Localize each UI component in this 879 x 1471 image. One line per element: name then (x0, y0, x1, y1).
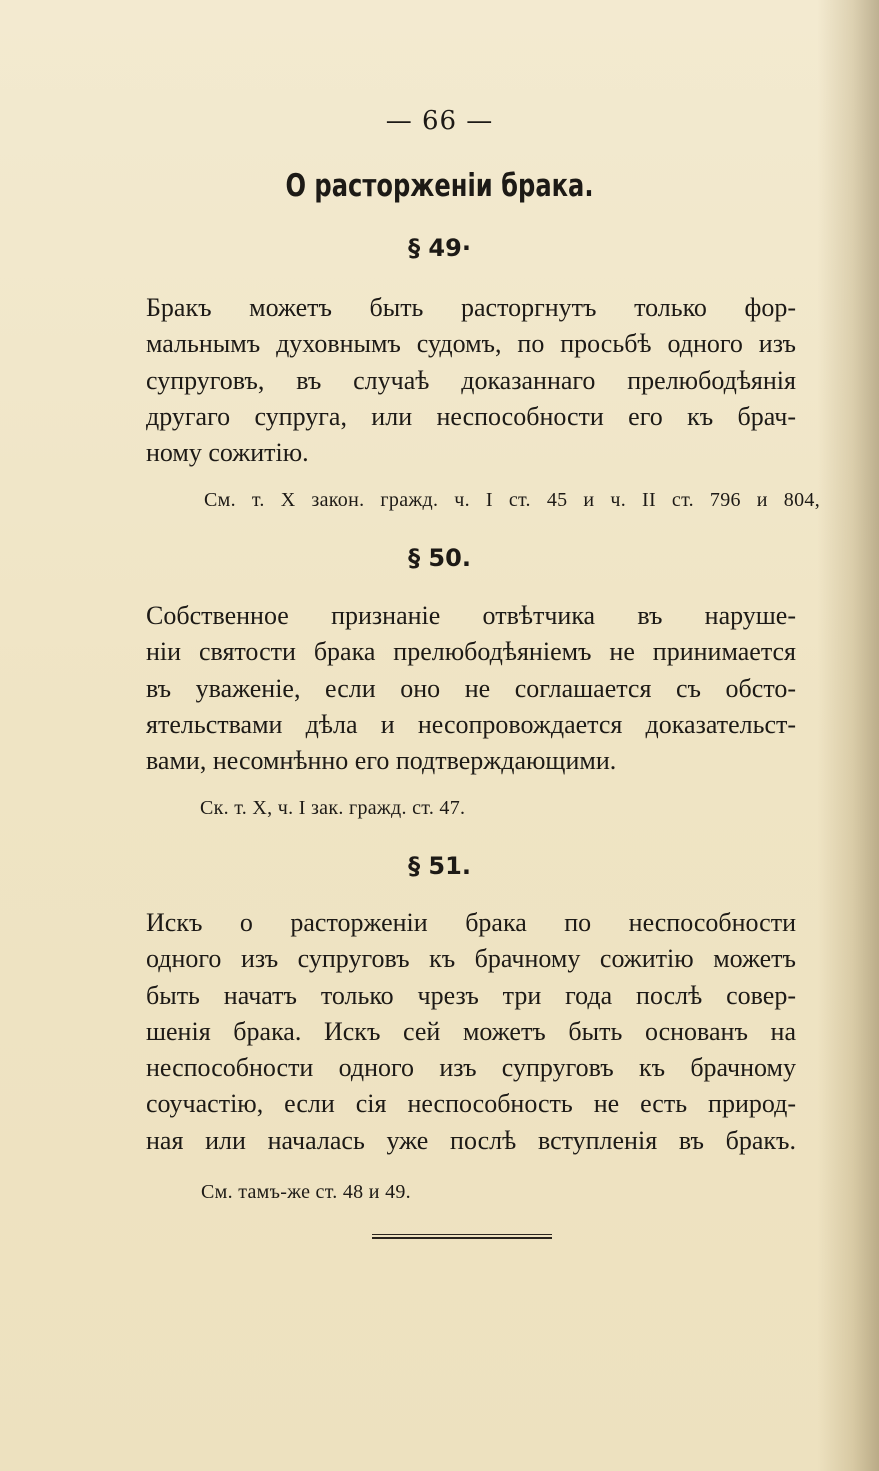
text-line: ная или началась уже послѣ вступленія въ бракъ. (146, 1125, 796, 1155)
section-heading-51: § 51. (408, 852, 471, 880)
section-heading-49: § 49· (408, 234, 471, 262)
text-line: мальнымъ духовнымъ судомъ, по просьбѣ одного изъ (146, 329, 796, 359)
section-51-paragraph (146, 905, 796, 1159)
text-line: неспособности одного изъ супруговъ къ брачному (146, 1053, 796, 1083)
text-line: Бракъ можетъ быть расторгнутъ только фор- (146, 293, 796, 322)
section-heading-50: § 50. (408, 544, 471, 572)
text-line: въ уваженіе, если оно не соглашается съ обсто- (146, 673, 796, 703)
text-line: шенія брака. Искъ сей можетъ быть основанъ на (146, 1016, 796, 1046)
text-line: одного изъ супруговъ къ брачному сожитію можетъ (146, 944, 796, 974)
text-line: ніи святости брака прелюбодѣяніемъ не принимается (146, 637, 796, 667)
text-line: Собственное признаніе отвѣтчика въ наруше- (146, 601, 796, 630)
end-rule-bottom (372, 1237, 552, 1239)
chapter-title: О расторженіи брака. (285, 168, 594, 204)
text-line: соучастію, если сія неспособность не есть природ- (146, 1089, 796, 1119)
text-line: Искъ о расторженіи брака по неспособности (146, 908, 796, 937)
page-number: — 66 — (385, 106, 494, 136)
text-line: супруговъ, въ случаѣ доказаннаго прелюбодѣянія (146, 365, 796, 395)
section-50-paragraph (146, 598, 796, 779)
end-rule-top (372, 1234, 552, 1235)
text-line: ятельствами дѣла и несопровождается доказательст- (146, 709, 796, 739)
section-49-paragraph (146, 290, 796, 471)
section-51-reference: См. тамъ-же ст. 48 и 49. (201, 1181, 411, 1203)
section-50-reference: Ск. т. X, ч. I зак. гражд. ст. 47. (200, 797, 466, 819)
text-line: ному сожитію. (146, 438, 309, 468)
text-line: другаго супруга, или неспособности его къ брач- (146, 401, 796, 431)
text-line: быть начатъ только чрезъ три года послѣ совер- (146, 980, 796, 1010)
text-line: вами, несомнѣнно его подтверждающими. (146, 746, 617, 776)
section-49-reference: См. т. X закон. гражд. ч. I ст. 45 и ч. II ст. 796 и 804, (204, 489, 820, 511)
